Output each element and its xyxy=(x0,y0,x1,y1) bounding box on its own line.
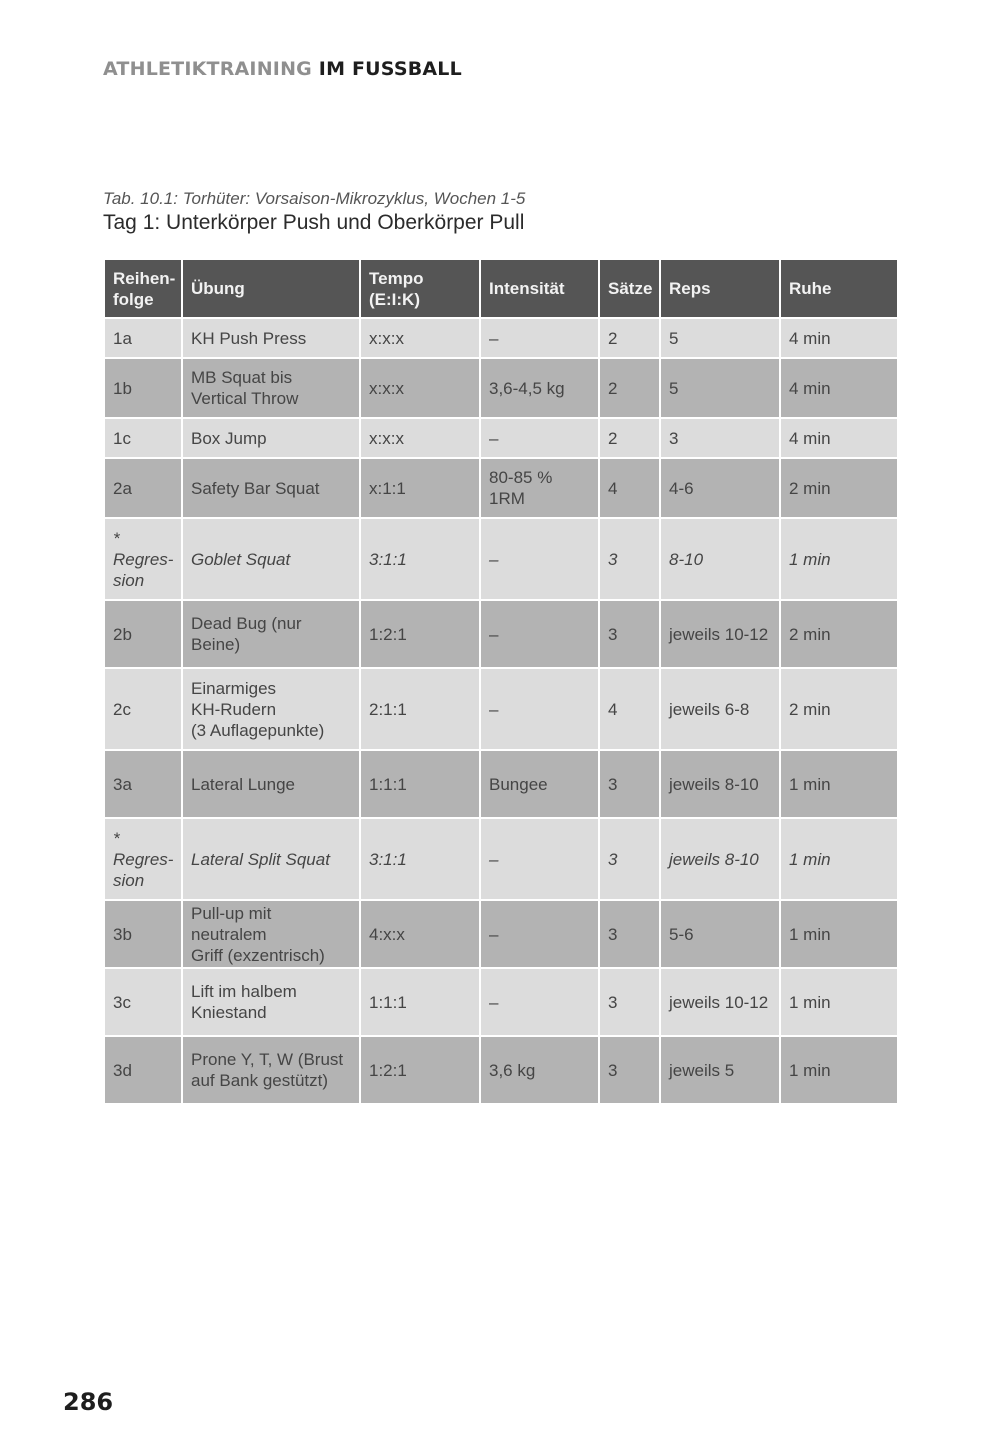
cell-tempo xyxy=(361,1037,479,1103)
cell-tempo xyxy=(361,669,479,749)
cell-sets xyxy=(600,901,659,967)
cell-line: 3,6 kg xyxy=(489,1060,536,1080)
cell-intensity xyxy=(481,359,598,417)
cell-line: KH Push Press xyxy=(191,328,307,348)
cell-order xyxy=(105,901,181,967)
cell-line: 3c xyxy=(113,992,131,1012)
cell-sets xyxy=(600,459,659,517)
cell-reps xyxy=(661,419,779,457)
cell-line: 4 min xyxy=(789,378,831,398)
cell-line: * xyxy=(113,828,120,848)
cell-line: 2 xyxy=(608,378,618,398)
table-row xyxy=(105,459,897,517)
cell-exercise xyxy=(183,601,359,667)
cell-intensity xyxy=(481,819,598,899)
cell-line: – xyxy=(489,549,499,569)
cell-line: jeweils 6-8 xyxy=(669,699,750,719)
cell-order xyxy=(105,319,181,357)
table-row xyxy=(105,819,897,899)
cell-sets xyxy=(600,319,659,357)
cell-rest xyxy=(781,969,897,1035)
cell-reps xyxy=(661,459,779,517)
cell-line: 1 min xyxy=(789,549,831,569)
cell-line: 3 xyxy=(608,992,618,1012)
cell-line: Lift im halbem xyxy=(191,982,297,1001)
cell-sets xyxy=(600,519,659,599)
cell-line: 1 min xyxy=(789,1060,831,1080)
page-number: 286 xyxy=(63,1388,114,1416)
cell-line: 8-10 xyxy=(669,549,704,569)
cell-line: Kniestand xyxy=(191,1003,267,1022)
cell-exercise xyxy=(183,519,359,599)
cell-exercise xyxy=(183,669,359,749)
cell-sets xyxy=(600,601,659,667)
cell-rest xyxy=(781,669,897,749)
cell-line: x:x:x xyxy=(369,428,404,448)
cell-sets xyxy=(600,819,659,899)
cell-line: 4 min xyxy=(789,428,831,448)
header-uebung: Übung xyxy=(183,260,359,317)
header-reps: Reps xyxy=(661,260,779,317)
cell-line: Pull-up mit neutralem xyxy=(191,903,272,944)
cell-line: Einarmiges xyxy=(191,678,277,698)
header-tempo xyxy=(361,260,479,317)
training-plan-table xyxy=(103,258,899,1105)
cell-line: 3,6-4,5 kg xyxy=(489,378,565,398)
header-reihenfolge-l1: Reihen- xyxy=(113,268,176,288)
cell-tempo xyxy=(361,819,479,899)
cell-order xyxy=(105,1037,181,1103)
cell-reps xyxy=(661,819,779,899)
cell-rest xyxy=(781,319,897,357)
cell-line: 2c xyxy=(113,699,131,719)
header-saetze: Sätze xyxy=(600,260,659,317)
cell-line: 3 xyxy=(608,624,618,644)
cell-sets xyxy=(600,751,659,817)
cell-order xyxy=(105,601,181,667)
running-head-book-title: ATHLETIKTRAINING xyxy=(103,58,312,80)
cell-sets xyxy=(600,669,659,749)
cell-line: – xyxy=(489,428,499,448)
table-header-row xyxy=(105,260,897,317)
cell-line: 4-6 xyxy=(669,478,694,498)
cell-line: 1 min xyxy=(789,774,831,794)
cell-line: x:x:x xyxy=(369,378,404,398)
header-intensitaet: Intensität xyxy=(481,260,598,317)
cell-order xyxy=(105,419,181,457)
cell-tempo xyxy=(361,319,479,357)
cell-line: 4:x:x xyxy=(369,924,405,944)
cell-tempo xyxy=(361,901,479,967)
cell-line: 1:2:1 xyxy=(369,1060,407,1080)
header-ruhe: Ruhe xyxy=(781,260,897,317)
cell-exercise xyxy=(183,901,359,967)
cell-rest xyxy=(781,819,897,899)
cell-reps xyxy=(661,519,779,599)
cell-line: 4 xyxy=(608,478,618,498)
header-reihenfolge-l2: folge xyxy=(113,289,154,309)
cell-sets xyxy=(600,419,659,457)
cell-tempo xyxy=(361,359,479,417)
cell-line: Bungee xyxy=(489,774,548,794)
table-body xyxy=(105,319,897,1103)
cell-line: Regres- xyxy=(113,549,174,569)
cell-order xyxy=(105,819,181,899)
cell-line: 2 min xyxy=(789,624,831,644)
table-row xyxy=(105,751,897,817)
cell-rest xyxy=(781,601,897,667)
cell-line: Lateral Lunge xyxy=(191,774,295,794)
cell-intensity xyxy=(481,969,598,1035)
cell-line: jeweils 10-12 xyxy=(669,992,769,1012)
cell-rest xyxy=(781,519,897,599)
cell-line: 2 min xyxy=(789,478,831,498)
cell-rest xyxy=(781,359,897,417)
cell-rest xyxy=(781,1037,897,1103)
cell-line: – xyxy=(489,328,499,348)
cell-line: sion xyxy=(113,870,145,890)
cell-rest xyxy=(781,751,897,817)
cell-reps xyxy=(661,751,779,817)
cell-intensity xyxy=(481,901,598,967)
header-reihenfolge xyxy=(105,260,181,317)
cell-order xyxy=(105,751,181,817)
cell-line: 3 xyxy=(608,774,618,794)
cell-line: 3:1:1 xyxy=(369,849,407,869)
cell-rest xyxy=(781,901,897,967)
cell-line: 1:2:1 xyxy=(369,624,407,644)
cell-line: – xyxy=(489,924,499,944)
running-head xyxy=(103,58,462,80)
cell-intensity xyxy=(481,601,598,667)
cell-rest xyxy=(781,419,897,457)
cell-sets xyxy=(600,969,659,1035)
cell-line: – xyxy=(489,624,499,644)
cell-line: 3d xyxy=(113,1060,132,1080)
cell-order xyxy=(105,459,181,517)
cell-exercise xyxy=(183,359,359,417)
cell-tempo xyxy=(361,459,479,517)
cell-line: – xyxy=(489,992,499,1012)
cell-line: 5 xyxy=(669,328,679,348)
cell-line: 2b xyxy=(113,624,132,644)
table-row xyxy=(105,669,897,749)
table-title: Tag 1: Unterkörper Push und Oberkörper Pull xyxy=(103,211,525,234)
cell-line: 2:1:1 xyxy=(369,699,407,719)
cell-line: jeweils 10-12 xyxy=(669,624,769,644)
table-row xyxy=(105,601,897,667)
cell-line: jeweils 8-10 xyxy=(669,849,759,869)
cell-line: 1:1:1 xyxy=(369,774,407,794)
table-row xyxy=(105,319,897,357)
cell-line: 1RM xyxy=(489,489,525,508)
cell-sets xyxy=(600,359,659,417)
cell-line: Goblet Squat xyxy=(191,549,291,569)
cell-line: 1:1:1 xyxy=(369,992,407,1012)
cell-line: KH-Rudern xyxy=(191,699,277,719)
cell-reps xyxy=(661,669,779,749)
cell-exercise xyxy=(183,1037,359,1103)
cell-line: 5 xyxy=(669,378,679,398)
cell-reps xyxy=(661,901,779,967)
cell-line: jeweils 8-10 xyxy=(669,774,759,794)
cell-line: 3 xyxy=(608,924,618,944)
cell-line: 4 xyxy=(608,699,618,719)
cell-tempo xyxy=(361,601,479,667)
cell-intensity xyxy=(481,519,598,599)
cell-line: * xyxy=(113,528,120,548)
cell-exercise xyxy=(183,819,359,899)
cell-line: 3:1:1 xyxy=(369,549,407,569)
cell-tempo xyxy=(361,419,479,457)
cell-line: 80-85 % xyxy=(489,468,553,487)
cell-exercise xyxy=(183,969,359,1035)
cell-line: 1 min xyxy=(789,924,831,944)
cell-line: 2 xyxy=(608,428,618,448)
cell-order xyxy=(105,969,181,1035)
cell-line: – xyxy=(489,849,499,869)
cell-reps xyxy=(661,359,779,417)
cell-line: Regres- xyxy=(113,849,174,869)
cell-line: 4 min xyxy=(789,328,831,348)
cell-line: 2a xyxy=(113,478,132,498)
table-row xyxy=(105,419,897,457)
table-caption: Tab. 10.1: Torhüter: Vorsaison-Mikrozyklus, Wochen 1-5 xyxy=(103,189,526,208)
cell-line: Griff (exzentrisch) xyxy=(191,945,325,965)
cell-line: x:x:x xyxy=(369,328,404,348)
table-row xyxy=(105,901,897,967)
header-tempo-l1: Tempo xyxy=(369,268,424,288)
table-row xyxy=(105,969,897,1035)
cell-line: 1 min xyxy=(789,992,831,1012)
cell-exercise xyxy=(183,419,359,457)
cell-line: 3a xyxy=(113,774,132,794)
cell-line: 3 xyxy=(608,849,618,869)
cell-line: (3 Auflagepunkte) xyxy=(191,720,325,740)
cell-intensity xyxy=(481,751,598,817)
cell-line: 1a xyxy=(113,328,132,348)
cell-tempo xyxy=(361,519,479,599)
cell-intensity xyxy=(481,319,598,357)
table-row xyxy=(105,519,897,599)
cell-line: Box Jump xyxy=(191,428,267,448)
cell-line: 1 min xyxy=(789,849,831,869)
cell-line: jeweils 5 xyxy=(669,1060,735,1080)
cell-line: 2 xyxy=(608,328,618,348)
cell-sets xyxy=(600,1037,659,1103)
cell-line: sion xyxy=(113,570,145,590)
cell-line: 3b xyxy=(113,924,132,944)
header-tempo-l2: (E:I:K) xyxy=(369,289,420,309)
cell-line: Prone Y, T, W (Brust xyxy=(191,1050,344,1069)
cell-exercise xyxy=(183,459,359,517)
cell-reps xyxy=(661,1037,779,1103)
cell-line: MB Squat bis Vertical Throw xyxy=(191,368,299,408)
cell-exercise xyxy=(183,319,359,357)
cell-line: auf Bank gestützt) xyxy=(191,1071,329,1090)
cell-order xyxy=(105,519,181,599)
cell-rest xyxy=(781,459,897,517)
table-row xyxy=(105,1037,897,1103)
cell-reps xyxy=(661,969,779,1035)
cell-line: 3 xyxy=(669,428,679,448)
cell-line: 1c xyxy=(113,428,131,448)
table-row xyxy=(105,359,897,417)
cell-line: 1b xyxy=(113,378,132,398)
cell-line: 5-6 xyxy=(669,924,694,944)
cell-exercise xyxy=(183,751,359,817)
cell-reps xyxy=(661,601,779,667)
running-head-subtitle: IM FUSSBALL xyxy=(318,58,462,80)
cell-line: 2 min xyxy=(789,699,831,719)
cell-order xyxy=(105,669,181,749)
cell-line: x:1:1 xyxy=(369,478,406,498)
cell-line: Dead Bug (nur Beine) xyxy=(191,614,302,654)
cell-intensity xyxy=(481,669,598,749)
cell-line: 3 xyxy=(608,549,618,569)
cell-line: Lateral Split Squat xyxy=(191,849,330,869)
cell-order xyxy=(105,359,181,417)
cell-intensity xyxy=(481,459,598,517)
cell-line: – xyxy=(489,699,499,719)
cell-tempo xyxy=(361,751,479,817)
cell-line: 3 xyxy=(608,1060,618,1080)
cell-reps xyxy=(661,319,779,357)
cell-intensity xyxy=(481,419,598,457)
cell-tempo xyxy=(361,969,479,1035)
cell-intensity xyxy=(481,1037,598,1103)
cell-line: Safety Bar Squat xyxy=(191,478,320,498)
